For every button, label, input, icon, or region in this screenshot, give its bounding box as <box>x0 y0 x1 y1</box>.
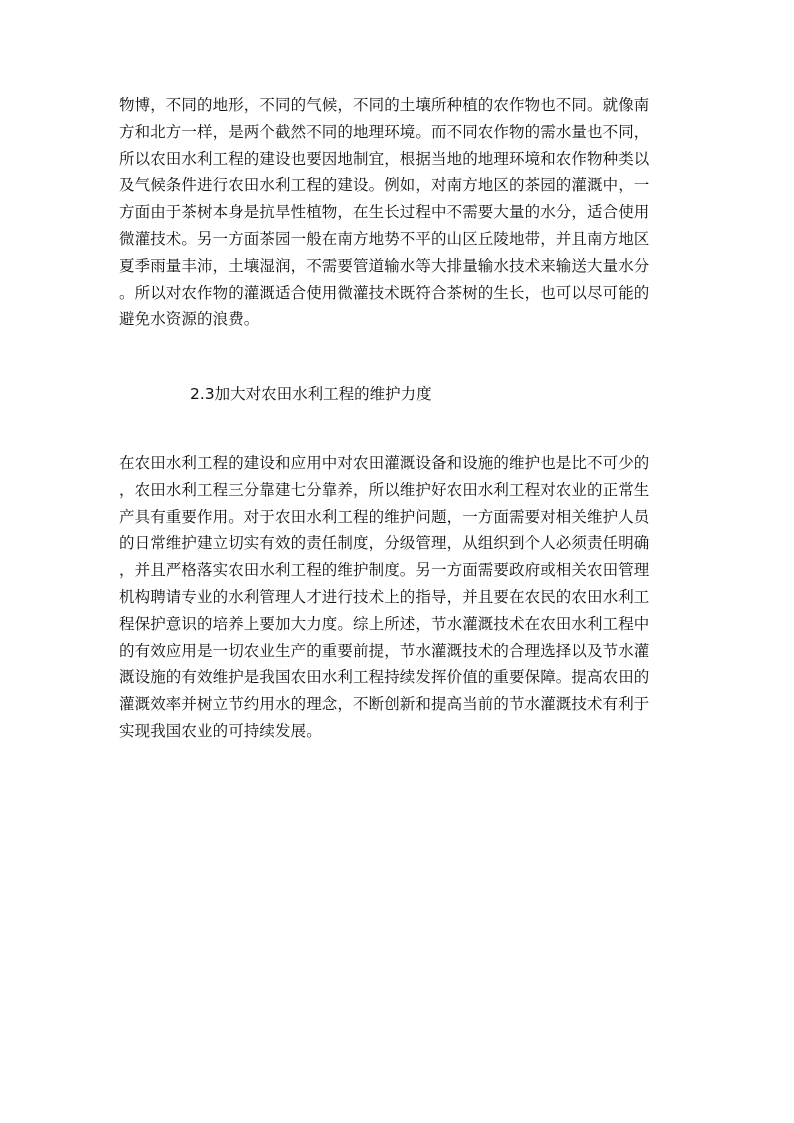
text-line: 灌溉效率并树立节约用水的理念，不断创新和提高当前的节水灌溉技术有利于 <box>119 695 650 714</box>
text-line: 机构聘请专业的水利管理人才进行技术上的指导，并且要在农民的农田水利工 <box>119 587 650 606</box>
text-line: 物博，不同的地形，不同的气候，不同的土壤所种植的农作物也不同。就像南 <box>119 96 650 114</box>
text-line: 避免水资源的浪费。 <box>119 310 260 329</box>
text-line: 溉设施的有效维护是我国农田水利工程持续发挥价值的重要保障。提高农田的 <box>119 668 650 687</box>
text-line: 的有效应用是一切农业生产的重要前提，节水灌溉技术的合理选择以及节水灌 <box>119 641 650 660</box>
text-line: 及气候条件进行农田水利工程的建设。例如，对南方地区的茶园的灌溉中，一 <box>119 176 650 195</box>
text-line: 。所以对农作物的灌溉适合使用微灌技术既符合茶树的生长，也可以尽可能的 <box>119 283 650 302</box>
text-line: 的日常维护建立切实有效的责任制度，分级管理，从组织到个人必须责任明确 <box>119 534 650 553</box>
paragraph-crop-irrigation <box>119 92 679 333</box>
text-line: 产具有重要作用。对于农田水利工程的维护问题，一方面需要对相关维护人员 <box>119 507 650 526</box>
paragraph-maintenance <box>119 450 679 745</box>
text-line: 方和北方一样，是两个截然不同的地理环境。而不同农作物的需水量也不同， <box>119 122 650 141</box>
text-line: 程保护意识的培养上要加大力度。综上所述，节水灌溉技术在农田水利工程中 <box>119 614 650 633</box>
text-line: 夏季雨量丰沛，土壤湿润，不需要管道输水等大排量输水技术来输送大量水分 <box>119 256 650 275</box>
text-line: 所以农田水利工程的建设也要因地制宜，根据当地的地理环境和农作物种类以 <box>119 149 650 168</box>
text-line: 方面由于茶树本身是抗旱性植物，在生长过程中不需要大量的水分，适合使用 <box>119 203 650 222</box>
text-line: 微灌技术。另一方面茶园一般在南方地势不平的山区丘陵地带，并且南方地区 <box>119 229 650 248</box>
section-heading: 2.3加大对农田水利工程的维护力度 <box>190 385 432 403</box>
text-line: 实现我国农业的可持续发展。 <box>119 721 322 740</box>
text-line: 在农田水利工程的建设和应用中对农田灌溉设备和设施的维护也是比不可少的 <box>119 454 650 472</box>
text-line: ，并且严格落实农田水利工程的维护制度。另一方面需要政府或相关农田管理 <box>119 561 650 580</box>
text-line: ，农田水利工程三分靠建七分靠养，所以维护好农田水利工程对农业的正常生 <box>119 480 650 499</box>
